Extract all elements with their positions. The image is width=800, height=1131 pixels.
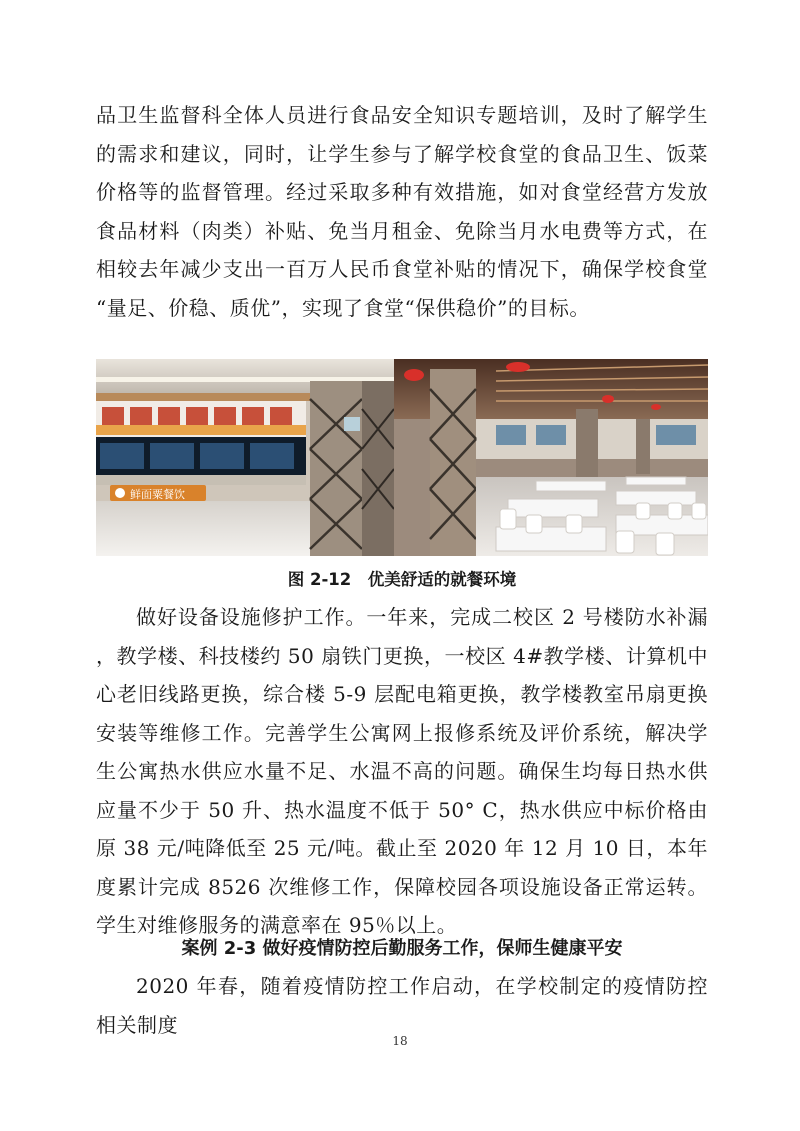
case-title: 案例 2-3 做好疫情防控后勤服务工作，保师生健康平安 [181,938,623,959]
figure-caption: 图 2-12 优美舒适的就餐环境 [287,570,517,589]
paragraph-maintenance: 做好设备设施修护工作。一年来，完成二校区 2 号楼防水补漏 ，教学楼、科技楼约 50 扇铁门更换，一校区 4#教学楼、计算机中心老旧线路更换，综合楼 5-9 层配电箱更换，教学楼教室吊扇更换安装等维修工作。完善学生公寓网上报修系统及评价系统，解决学生公寓热水供应水量不足、水温不高的问题。确保生均每日热水供应量不少于 50 升、热水温度不低于 50° C，热水供应中标价格由原 38 元/吨降低至 25 元/吨。截止至 2020 年 12 月 10 日，本年度累计完成 8526 次维修工作，保障校园各项设施设备正常运转。学生对维修服务的满意率在 95％以上。 [96,605,708,937]
stall-sign: 鲜面粟餐饮 [130,488,185,501]
paragraph-epidemic: 2020 年春，随着疫情防控工作启动，在学校制定的疫情防控相关制度 [96,974,708,1037]
paragraph-canteen-supervision: 品卫生监督科全体人员进行食品安全知识专题培训，及时了解学生的需求和建议，同时，让学生参与了解学校食堂的食品卫生、饭菜价格等的监督管理。经过采取多种有效措施，如对食堂经营方发放食品材料（肉类）补贴、免当月租金、免除当月水电费等方式，在相较去年减少支出一百万人民币食堂补贴的情况下，确保学校食堂 “量足、价稳、质优”，实现了食堂“保供稳价”的目标。 [96,103,708,320]
page-number: 18 [392,1034,408,1048]
canteen-photo [96,359,708,556]
